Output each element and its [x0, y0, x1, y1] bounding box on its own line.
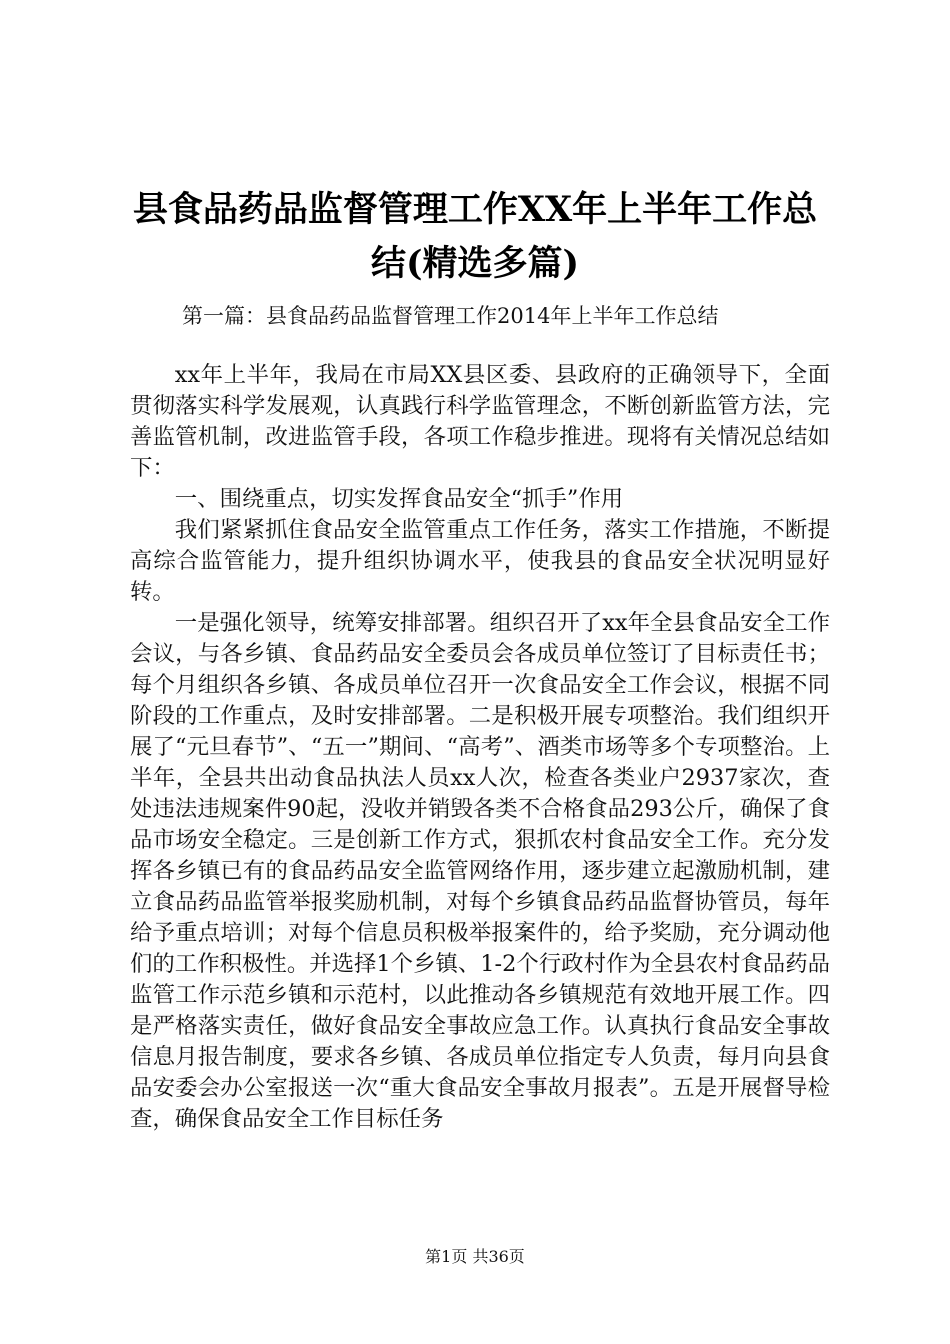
page-footer: 第1页 共36页 — [425, 1247, 525, 1266]
body-paragraph: 一是强化领导，统筹安排部署。组织召开了xx年全县食品安全工作会议，与各乡镇、食品药品安全委员会各成员单位签订了目标责任书；每个月组织各乡镇、各成员单位召开一次食品安全工作会议，根据不同阶段的工作重点，及时安排部署。二是积极开展专项整治。我们组织开展了“元旦春节”、“五一”期间、“高考”、酒类市场等多个专项整治。上半年，全县共出动食品执法人员xx人次，检查各类业户2937家次，查处违法违规案件90起，没收并销毁各类不合格食品293公斤，确保了食品市场安全稳定。三是创新工作方式，狠抓农村食品安全工作。充分发挥各乡镇已有的食品药品安全监管网络作用，逐步建立起激励机制，建立食品药品监管举报奖励机制，对每个乡镇食品药品监督协管员，每年给予重点培训；对每个信息员积极举报案件的，给予奖励，充分调动他们的工作积极性。并选择1个乡镇、1-2个行政村作为全县农村食品药品监管工作示范乡镇和示范村，以此推动各乡镇规范有效地开展工作。四是严格落实责任，做好食品安全事故应急工作。认真执行食品安全事故信息月报告制度，要求各乡镇、各成员单位指定专人负责，每月向县食品安委会办公室报送一次“重大食品安全事故月报表”。五是开展督导检查，确保食品安全工作目标任务 — [130, 610, 830, 1132]
body-paragraph: 我们紧紧抓住食品安全监管重点工作任务，落实工作措施，不断提高综合监管能力，提升组织协调水平，使我县的食品安全状况明显好转。 — [130, 517, 830, 605]
document-title-line2: 结(精选多篇) — [370, 243, 580, 284]
section-heading: 一、围绕重点，切实发挥食品安全“抓手”作用 — [174, 486, 624, 512]
document-subtitle: 第一篇：县食品药品监督管理工作2014年上半年工作总结 — [182, 304, 719, 328]
document-title-line1: 县食品药品监督管理工作XX年上半年工作总 — [132, 189, 818, 230]
body-paragraph: xx年上半年，我局在市局XX县区委、县政府的正确领导下，全面贯彻落实科学发展观，认真践行科学监管理念，不断创新监管方法，完善监管机制，改进监管手段，各项工作稳步推进。现将有关情况总结如下： — [130, 362, 830, 481]
document-body — [130, 360, 830, 1135]
